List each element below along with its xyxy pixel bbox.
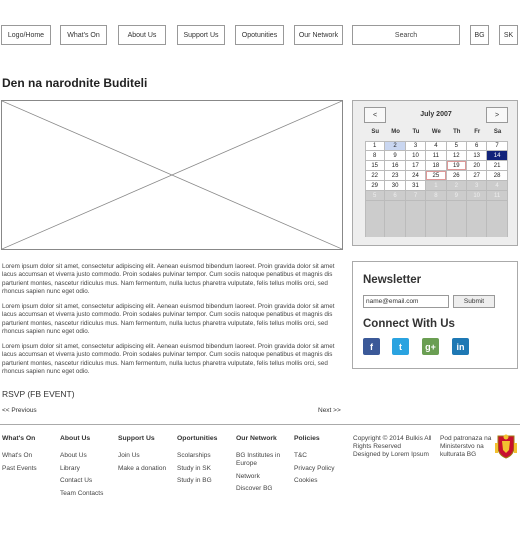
footer-link[interactable]: Library — [60, 464, 80, 472]
calendar-day[interactable]: 9 — [447, 191, 467, 201]
footer-link[interactable]: Privacy Policy — [294, 464, 335, 472]
calendar-day[interactable]: 22 — [365, 171, 385, 181]
nav-support-us[interactable]: Support Us — [177, 25, 225, 45]
footer-column — [118, 435, 174, 477]
footer-link[interactable]: What's On — [2, 452, 33, 459]
footer-link[interactable]: Network — [236, 472, 260, 480]
logo-home-link[interactable]: Logo/Home — [1, 25, 51, 45]
calendar-day[interactable]: 17 — [406, 161, 426, 171]
previous-link[interactable]: << Previous — [2, 407, 37, 414]
footer-link[interactable]: Cookies — [294, 477, 318, 485]
designed-by-text: Designed by Lorem Ipsum — [353, 451, 429, 458]
footer-link[interactable]: Contact Us — [60, 477, 93, 485]
calendar-empty-column — [487, 201, 507, 237]
footer-heading[interactable]: Support Us — [118, 435, 155, 442]
calendar-day[interactable]: 28 — [487, 171, 507, 181]
calendar-day[interactable]: 4 — [426, 141, 446, 151]
calendar-prev-button[interactable]: < — [364, 107, 386, 123]
calendar-day[interactable]: 19 — [447, 161, 467, 171]
footer-heading[interactable]: Oportunities — [177, 435, 218, 442]
footer-heading[interactable]: What's On — [2, 435, 36, 442]
page-title: Den na narodnite Buditeli — [2, 76, 148, 90]
paragraph-1: Lorem ipsum dolor sit amet, consectetur adipiscing elit. Aenean euismod bibendum laoreet. Proin gravida dolor sit amet lacus accumsan et viverra justo commodo. Proin sodales pulvinar tempor. Cum sociis natoque penatibus et magnis dis parturient montes, nascetur ridiculus mus. Nam fermentum, nulla luctus pharetra vulputate, felis tellus mollis orci, sed rhoncus sapien nunc eget odio. — [2, 263, 335, 296]
footer-link[interactable]: Study in BG — [177, 477, 212, 485]
footer-link[interactable]: Join Us — [118, 452, 140, 459]
footer-column — [2, 435, 54, 477]
calendar-day[interactable]: 11 — [426, 151, 446, 161]
calendar-day[interactable]: 15 — [365, 161, 385, 171]
calendar-day[interactable]: 7 — [406, 191, 426, 201]
calendar-day[interactable]: 10 — [406, 151, 426, 161]
calendar-day[interactable]: 6 — [467, 141, 487, 151]
footer-column — [236, 435, 288, 498]
calendar-day[interactable]: 5 — [447, 141, 467, 151]
footer-link[interactable]: Scolarships — [177, 452, 211, 459]
paragraph-3: Lorem ipsum dolor sit amet, consectetur adipiscing elit. Aenean euismod bibendum laoreet. Proin gravida dolor sit amet lacus accumsan et viverra justo commodo. Proin sodales pulvinar tempor. Cum sociis natoque penatibus et magnis dis parturient montes, nascetur ridiculus mus. Nam fermentum, nulla luctus pharetra vulputate, felis tellus mollis orci, sed rhoncus sapien nunc eget odio. — [2, 343, 335, 376]
footer-link[interactable]: Team Contacts — [60, 489, 104, 497]
newsletter-title: Newsletter — [363, 274, 422, 286]
calendar-widget — [352, 100, 518, 246]
coat-of-arms-icon — [494, 433, 518, 459]
calendar-header — [353, 107, 519, 125]
footer-heading[interactable]: Our Network — [236, 435, 277, 442]
calendar-weekday: Su — [371, 129, 380, 135]
calendar-day[interactable]: 25 — [426, 171, 446, 181]
calendar-day[interactable]: 3 — [406, 141, 426, 151]
calendar-day[interactable]: 26 — [447, 171, 467, 181]
calendar-day[interactable]: 23 — [385, 171, 405, 181]
calendar-day[interactable]: 31 — [406, 181, 426, 191]
calendar-empty-column — [365, 201, 385, 237]
facebook-icon[interactable]: f — [363, 338, 380, 355]
language-bg-button[interactable]: BG — [470, 25, 489, 45]
footer-link[interactable]: T&C — [294, 452, 307, 459]
calendar-weekday: Sa — [493, 129, 502, 135]
calendar-next-button[interactable]: > — [486, 107, 508, 123]
calendar-empty-column — [406, 201, 426, 237]
footer-link[interactable]: Past Events — [2, 464, 37, 472]
calendar-day[interactable]: 4 — [487, 181, 507, 191]
calendar-empty-column — [467, 201, 487, 237]
calendar-day[interactable]: 20 — [467, 161, 487, 171]
nav-about-us[interactable]: About Us — [118, 25, 166, 45]
calendar-day[interactable]: 21 — [487, 161, 507, 171]
calendar-weekday: Th — [453, 129, 461, 135]
footer-link[interactable]: About Us — [60, 452, 87, 459]
footer-column — [60, 435, 112, 502]
calendar-day[interactable]: 1 — [426, 181, 446, 191]
image-placeholder — [1, 100, 343, 250]
footer-column — [177, 435, 231, 490]
calendar-day[interactable]: 3 — [467, 181, 487, 191]
calendar-day[interactable]: 2 — [385, 141, 405, 151]
nav-our-network[interactable]: Our Network — [294, 25, 343, 45]
calendar-day[interactable]: 18 — [426, 161, 446, 171]
footer — [0, 424, 520, 541]
submit-button[interactable]: Submit — [453, 295, 495, 308]
language-sk-button[interactable]: SK — [499, 25, 518, 45]
nav-opportunities[interactable]: Opotunities — [235, 25, 284, 45]
calendar-day[interactable]: 1 — [365, 141, 385, 151]
calendar-day[interactable]: 8 — [426, 191, 446, 201]
calendar-day[interactable]: 16 — [385, 161, 405, 171]
footer-link[interactable]: Make a donation — [118, 464, 167, 472]
calendar-day[interactable]: 12 — [447, 151, 467, 161]
placeholder-cross-icon — [2, 101, 342, 249]
calendar-weekday: Fr — [474, 129, 481, 135]
footer-column — [294, 435, 344, 490]
calendar-day[interactable]: 24 — [406, 171, 426, 181]
calendar-day[interactable]: 14 — [487, 151, 507, 161]
footer-link[interactable]: BG Institutes in Europe — [236, 452, 281, 467]
footer-link[interactable]: Discover BG — [236, 485, 273, 493]
calendar-day[interactable]: 13 — [467, 151, 487, 161]
email-field[interactable]: name@email.com — [363, 295, 449, 308]
rsvp-link[interactable]: RSVP (FB EVENT) — [2, 389, 75, 399]
copyright-text: Copyright © 2014 Bulkis All Rights Reserved — [353, 435, 432, 450]
calendar-day[interactable]: 2 — [447, 181, 467, 191]
twitter-icon[interactable]: t — [392, 338, 409, 355]
connect-title: Connect With Us — [363, 318, 455, 330]
calendar-day[interactable]: 5 — [365, 191, 385, 201]
footer-heading[interactable]: Policies — [294, 435, 320, 442]
next-link[interactable]: Next >> — [318, 407, 341, 414]
calendar-day[interactable]: 10 — [467, 191, 487, 201]
newsletter-panel — [352, 261, 518, 369]
calendar-day[interactable]: 27 — [467, 171, 487, 181]
calendar-month-label: July 2007 — [420, 111, 452, 118]
patronage-text: Pod patronaza na Ministerstvo na kulturata BG — [440, 435, 492, 458]
calendar-day[interactable]: 11 — [487, 191, 507, 201]
calendar-day[interactable]: 29 — [365, 181, 385, 191]
calendar-day[interactable]: 30 — [385, 181, 405, 191]
calendar-weekday: Tu — [412, 129, 420, 135]
footer-link[interactable]: Study in SK — [177, 464, 211, 472]
paragraph-2: Lorem ipsum dolor sit amet, consectetur adipiscing elit. Aenean euismod bibendum laoreet. Proin gravida dolor sit amet lacus accumsan et viverra justo commodo. Proin sodales pulvinar tempor. Cum sociis natoque penatibus et magnis dis parturient montes, nascetur ridiculus mus. Nam fermentum, nulla luctus pharetra vulputate, felis tellus mollis orci, sed rhoncus sapien nunc eget odio. — [2, 303, 335, 336]
calendar-day[interactable]: 6 — [385, 191, 405, 201]
calendar-day[interactable]: 7 — [487, 141, 507, 151]
calendar-weekday: Mo — [391, 129, 400, 135]
calendar-day[interactable]: 8 — [365, 151, 385, 161]
google-plus-icon[interactable]: g+ — [422, 338, 439, 355]
calendar-weekday: We — [431, 129, 441, 135]
footer-heading[interactable]: About Us — [60, 435, 91, 442]
calendar-day[interactable]: 9 — [385, 151, 405, 161]
calendar-empty-column — [447, 201, 467, 237]
calendar-empty-column — [385, 201, 405, 237]
linkedin-icon[interactable]: in — [452, 338, 469, 355]
nav-whats-on[interactable]: What's On — [60, 25, 107, 45]
calendar-empty-column — [426, 201, 446, 237]
search-input[interactable]: Search — [352, 25, 460, 45]
copyright-block — [353, 435, 435, 459]
